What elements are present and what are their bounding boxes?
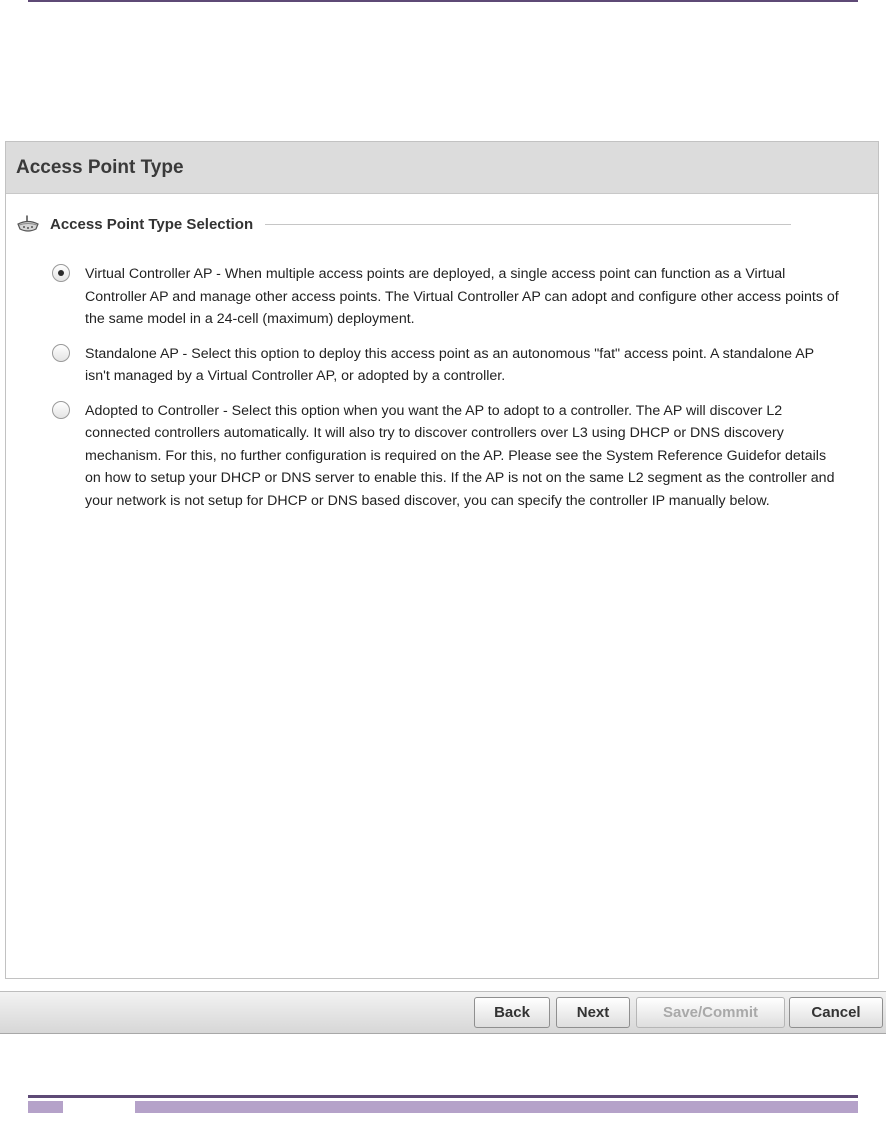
next-button[interactable]: Next [556,997,630,1028]
access-point-icon [16,214,40,234]
radio-adopted-to-controller[interactable] [52,401,70,419]
option-virtual-controller[interactable] [52,263,842,331]
section-legend [16,214,791,234]
bottom-bar-accent [135,1101,858,1113]
option-text-virtual-controller: Virtual Controller AP - When multiple access points are deployed, a single access point can function as a Virtual Controller AP and manage other access points. The Virtual Controller AP can adopt and configure other access points of the same model in a 24-cell (maximum) deployment. [85,266,839,327]
access-point-type-panel [5,141,879,979]
radio-standalone[interactable] [52,344,70,362]
option-standalone[interactable] [52,343,842,388]
page-top-rule [28,0,858,2]
option-text-adopted-to-controller: Adopted to Controller - Select this option when you want the AP to adopt to a controller. The AP will discover L2 connected controllers automatically. It will also try to discover controllers over L3 using DHCP or DNS discovery mechanism. For this, no further configuration is required on the AP. Please see the System Reference Guidefor details on how to setup your DHCP or DNS server to enable this. If the AP is not on the same L2 segment as the controller and your network is not setup for DHCP or DNS based discover, you can specify the controller IP manually below. [85,402,835,509]
save-commit-button[interactable]: Save/Commit [636,997,785,1028]
section-legend-label: Access Point Type Selection [50,215,254,233]
option-text-standalone: Standalone AP - Select this option to deploy this access point as an autonomous "fat" access point. A standalone AP isn't managed by a Virtual Controller AP, or adopted by a controller. [85,345,814,384]
panel-title: Access Point Type [16,156,184,178]
cancel-button[interactable]: Cancel [789,997,883,1028]
panel-header [6,142,878,194]
ap-type-options [52,263,842,524]
footer-button-bar [0,991,886,1034]
radio-virtual-controller[interactable] [52,264,70,282]
back-button[interactable]: Back [474,997,550,1028]
section-divider [265,224,791,225]
bottom-rule [28,1095,858,1098]
option-adopted-to-controller[interactable] [52,400,842,513]
bottom-tab-accent [28,1101,63,1113]
